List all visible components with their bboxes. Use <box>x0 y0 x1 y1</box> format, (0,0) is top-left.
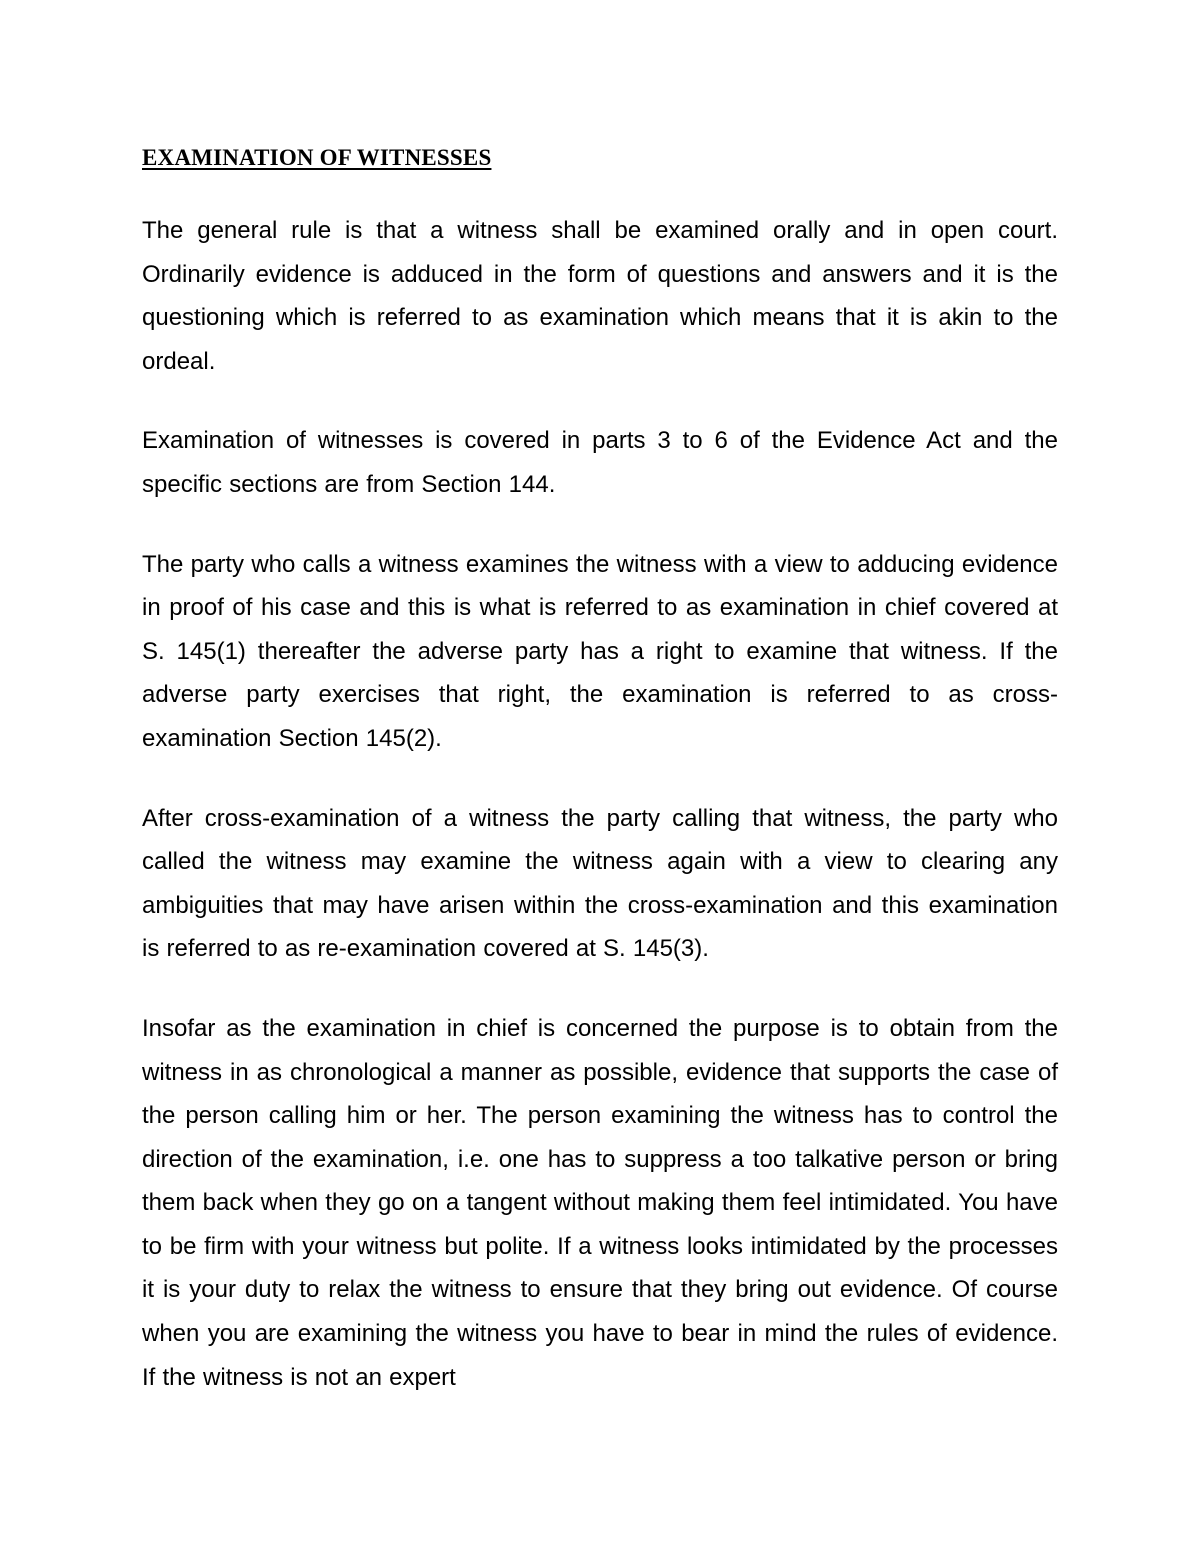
paragraph-3: The party who calls a witness examines the witness with a view to adducing evidence in proof of his case and this is what is referred to as examination in chief covered at S. 145(1) thereafter the adverse party has a right to examine that witness. If the adverse party exercises that right, the examination is referred to as cross-examination Section 145(2). <box>142 550 1058 752</box>
document-body <box>142 141 1058 1435</box>
paragraph-2: Examination of witnesses is covered in parts 3 to 6 of the Evidence Act and the specific sections are from Section 144. <box>142 427 1058 498</box>
document-title: EXAMINATION OF WITNESSES <box>142 145 492 170</box>
paragraph-4: After cross-examination of a witness the party calling that witness, the party who called the witness may examine the witness again with a view to clearing any ambiguities that may have arisen within the cross-examination and this examination is referred to as re-examination covered at S. 145(3). <box>142 804 1058 963</box>
paragraph-5: Insofar as the examination in chief is concerned the purpose is to obtain from the witness in as chronological a manner as possible, evidence that supports the case of the person calling him or her. The person examining the witness has to control the direction of the examination, i.e. one has to suppress a too talkative person or bring them back when they go on a tangent without making them feel intimidated. You have to be firm with your witness but polite. If a witness looks intimidated by the processes it is your duty to relax the witness to ensure that they bring out evidence. Of course when you are examining the witness you have to bear in mind the rules of evidence. If the witness is not an expert <box>142 1014 1058 1391</box>
paragraph-1: The general rule is that a witness shall be examined orally and in open court. Ordinarily evidence is adduced in the form of questions and answers and it is the questioning which is referred to as examination which means that it is akin to the ordeal. <box>142 217 1058 375</box>
